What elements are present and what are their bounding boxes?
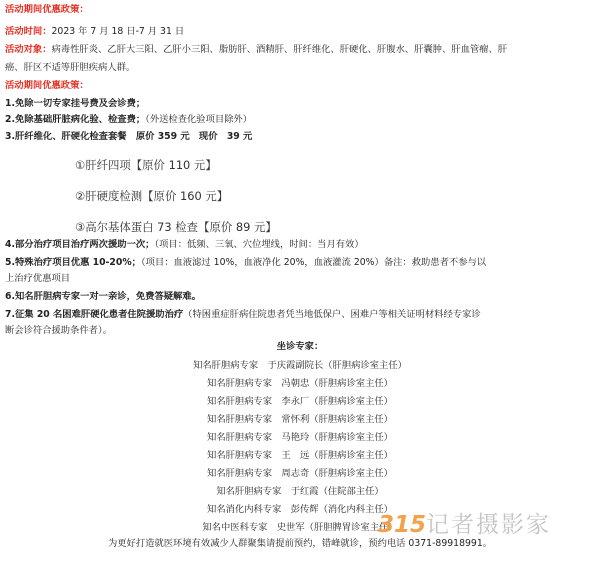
policy-item-5-main: 5.特殊治疗项目优惠 10-20%； [5, 257, 141, 268]
package-item-3: ③高尔基体蛋白 73 检查【原价 89 元】 [75, 220, 277, 234]
experts-title: 坐诊专家： [276, 341, 324, 352]
package-item-2: ②肝硬度检测【原价 160 元】 [75, 189, 229, 203]
policy-item-4 [5, 239, 364, 251]
activity-target [5, 44, 507, 56]
policy-item-2-note: （外送检查化验项目除外） [145, 114, 253, 125]
policy-item-5 [5, 257, 486, 269]
expert-row: 知名消化内科专家 彭传辉（消化内科主任） [207, 504, 393, 515]
policy-item-4-main: 4.部分治疗项目治疗两次援助一次； [5, 239, 155, 250]
expert-row: 知名肝胆病专家 周志奇（肝胆病诊室主任） [207, 468, 393, 479]
policy-item-6: 6.知名肝胆病专家一对一亲诊，免费答疑解难。 [5, 291, 201, 302]
time-value: 2023 年 7 月 18 日-7 月 31 日 [51, 26, 185, 37]
time-label: 活动时间： [5, 26, 52, 37]
policy-item-2 [5, 114, 252, 126]
expert-row: 知名肝胆病专家 李永厂（肝胆病诊室主任） [207, 396, 393, 407]
policy-item-7-continued: 断会诊符合援助条件者）。 [5, 325, 112, 336]
expert-row: 知名肝胆病专家 常怀利（肝胆病诊室主任） [207, 414, 393, 425]
target-value-continued: 癌、肝区不适等肝胆疾病人群。 [5, 62, 136, 73]
expert-row: 知名肝胆病专家 王 远（肝胆病诊室主任） [207, 450, 393, 461]
policy-item-7-main: 7.征集 20 名困难肝硬化患者住院援助治疗 [5, 309, 184, 320]
watermark-text: 记者摄影家 [426, 512, 552, 538]
policy-item-5-continued: 上治疗优惠项目 [5, 273, 71, 284]
expert-row: 知名肝胆病专家 于红霞（住院部主任） [216, 486, 384, 497]
target-value: 病毒性肝炎、乙肝大三阳、乙肝小三阳、脂肪肝、酒精肝、肝纤维化、肝硬化、肝腹水、肝囊肿、肝血管瘤、肝 [51, 44, 508, 55]
policy-item-7-note: （特困重症肝病住院患者凭当地低保户、困难户等相关证明材料经专家诊 [183, 309, 481, 320]
expert-row: 知名肝胆病专家 于庆霞副院长（肝胆病诊室主任） [193, 360, 407, 371]
policy-item-7 [5, 309, 481, 321]
policy-item-5-note: （项目：血液滤过 10%，血液净化 20%，血液灌流 20%）备注：救助患者不参与以 [140, 257, 487, 268]
policy-item-2-main: 2.免除基础肝脏病化验、检查费； [5, 114, 146, 125]
period-title: 活动期间优惠政策： [5, 4, 89, 15]
activity-time [5, 26, 184, 38]
policy-item-3: 3.肝纤维化、肝硬化检查套餐 原价 359 元 现价 39 元 [5, 131, 253, 142]
expert-row: 知名肝胆病专家 马艳玲（肝胆病诊室主任） [207, 432, 393, 443]
footer-notice: 为更好打造就医环境有效减少人群聚集请提前预约，错峰就诊，预约电话 0371-89918991。 [107, 538, 493, 549]
policy-title: 活动期间优惠政策： [5, 80, 89, 91]
policy-item-4-note: （项目：低频、三氧、穴位埋线，时间：当月有效） [154, 239, 364, 250]
package-item-1: ①肝纤四项【原价 110 元】 [75, 158, 217, 172]
target-label: 活动对象： [5, 44, 52, 55]
expert-row: 知名中医科专家 史世军（肝胆脾胃诊室主任） [202, 522, 398, 533]
expert-row: 知名肝胆病专家 冯朝忠（肝胆病诊室主任） [207, 378, 393, 389]
policy-item-1: 1.免除一切专家挂号费及会诊费； [5, 98, 146, 109]
watermark-number: 315 [378, 512, 427, 538]
watermark [378, 506, 551, 539]
